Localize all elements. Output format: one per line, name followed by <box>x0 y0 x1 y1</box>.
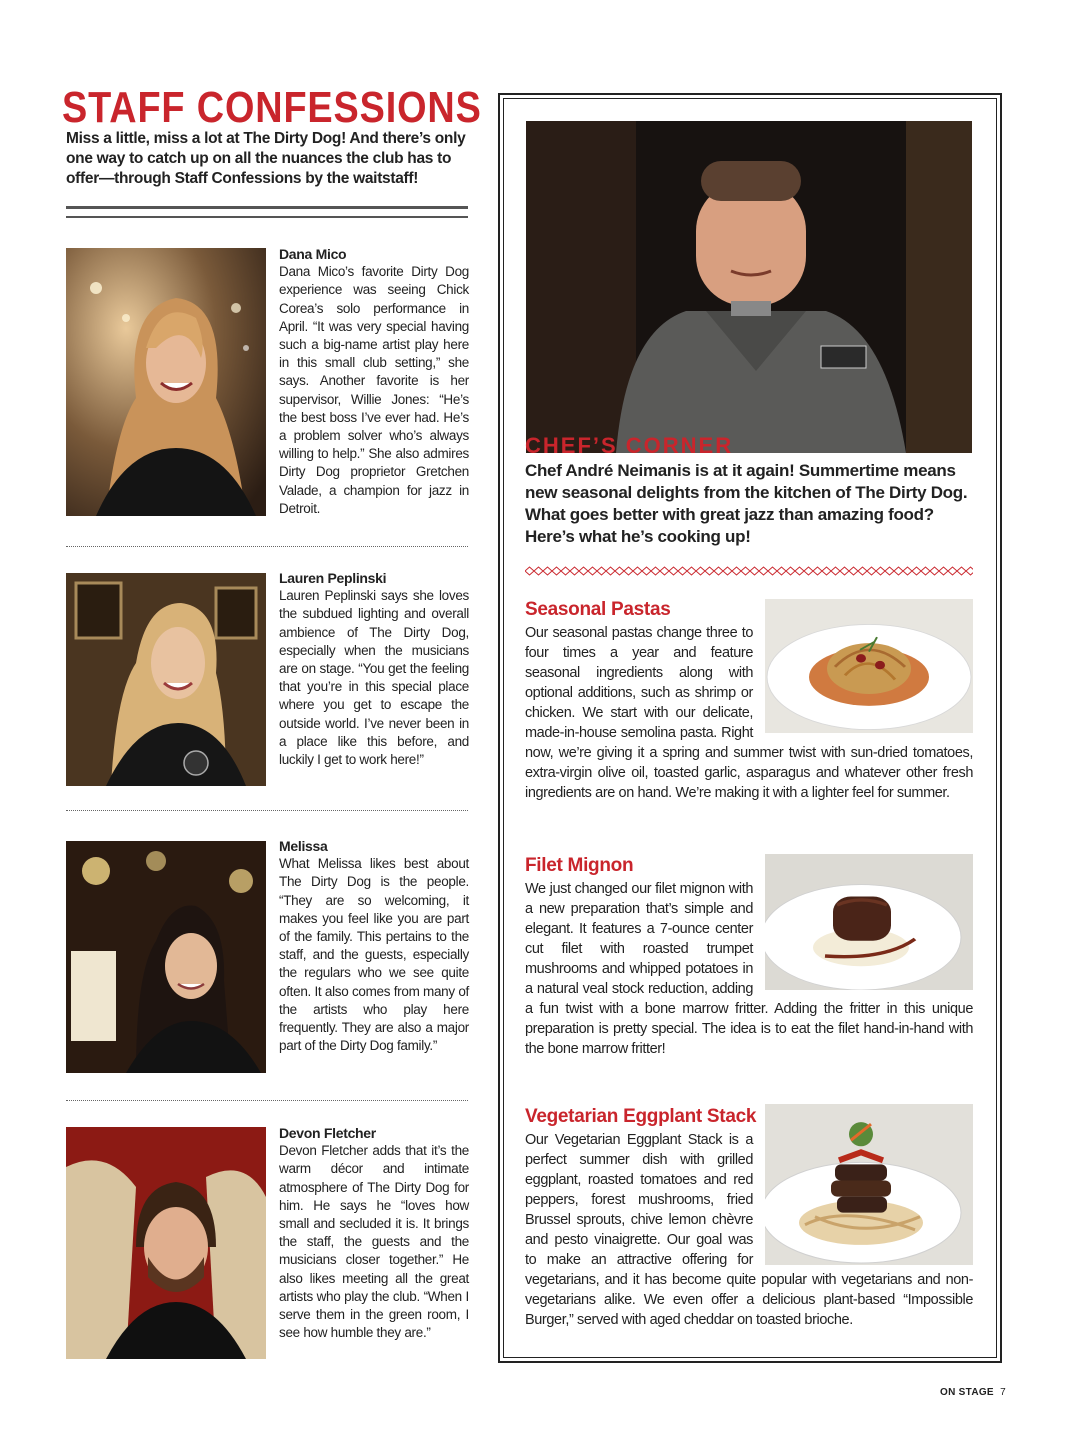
page-number: 7 <box>1000 1387 1006 1398</box>
entry-divider <box>66 810 468 811</box>
staff-entry-dana-mico <box>279 245 469 518</box>
devon-fletcher-photo <box>66 1127 266 1359</box>
staff-name: Lauren Peplinski <box>279 570 387 586</box>
dish-description: Our seasonal pastas change three to four times a year and feature seasonal ingredients along with optional additions, such as shrimp or chicken. We start with our delicate, made-in-house semolina pasta. Right now, we’re giving it a spring and summer twist with sun-dried tomatoes, extra-virgin olive oil, toasted garlic, asparagus and whatever other fresh ingredients are on hand. We’re making it with a lighter feel for summer. <box>525 625 973 801</box>
staff-entry-melissa <box>279 837 469 1055</box>
chef-intro-text: Chef André Neimanis is at it again! Summertime means new seasonal delights from the kitchen of The Dirty Dog. What goes better with great jazz than amazing food? Here’s what he’s cooking up! <box>525 461 968 546</box>
staff-entry-lauren-peplinski <box>279 569 469 769</box>
section-title-chefs-corner: CHEF’S CORNER <box>525 433 734 458</box>
melissa-photo <box>66 841 266 1073</box>
diamond-divider <box>525 566 973 576</box>
dana-mico-photo <box>66 248 266 516</box>
chef-andre-neimanis-photo <box>526 121 972 453</box>
section-title-staff-confessions: STAFF CONFESSIONS <box>62 83 482 132</box>
staff-text: Dana Mico’s favorite Dirty Dog experience was seeing Chick Corea’s solo performance in April. “It was very special having such a big-name artist play here in this small club setting,” she says. Another favorite is her supervisor, Willie Jones: “He’s the best boss I’ve ever had. He’s a problem solver who’s always willing to help.” She also admires Dirty Dog proprietor Gretchen Valade, a champion for jazz in Detroit. <box>279 264 469 516</box>
staff-text: Devon Fletcher adds that it’s the warm décor and intimate atmosphere of The Dirty Dog for him. He says he “loves how small and secluded it is. It brings the staff, the guests and the musicians closer together.” He also likes meeting all the great artists who play the club. “When I serve them in the green room, I see how humble they are.” <box>279 1143 469 1341</box>
filet-mignon-photo <box>765 854 973 990</box>
staff-text: Lauren Peplinski says she loves the subdued lighting and overall ambience of The Dirty Dog, especially when the musicians are on stage. “You get the feeling that you’re in this special place where you get to escape the outside world. I’ve never been in a place like this before, and luckily I get to work here!” <box>279 588 469 768</box>
dish-text-seasonal-pastas <box>525 623 973 803</box>
dish-title-seasonal-pastas: Seasonal Pastas <box>525 599 671 620</box>
dish-title-filet-mignon: Filet Mignon <box>525 855 634 876</box>
dish-description: We just changed our filet mignon with a new preparation that’s simple and elegant. It features a 7-ounce center cut filet with roasted trumpet mushrooms and whipped potatoes in a natural veal stock reduction, adding a fun twist with a bone marrow fritter. Adding the fritter in this unique preparation is pretty special. The idea is to eat the filet hand-in-hand with the bone marrow fritter! <box>525 881 973 1057</box>
dish-description: Our Vegetarian Eggplant Stack is a perfect summer dish with grilled eggplant, roasted tomatoes and red peppers, forest mushrooms, fried Brussel sprouts, chive lemon chèvre and pesto vinaigrette. Our goal was to make an attractive offering for vegetarians, and it has become quite popular with vegetarians and non-vegetarians alike. We even offer a delicious plant-based “Impossible Burger,” served with aged cheddar on toasted brioche. <box>525 1132 973 1328</box>
staff-name: Melissa <box>279 838 328 854</box>
staff-name: Dana Mico <box>279 246 347 262</box>
vegetarian-eggplant-stack-photo <box>765 1104 973 1265</box>
staff-text: What Melissa likes best about The Dirty Dog is the people. “They are so welcoming, it makes you feel like you are part of the family. This pertains to the staff, and the guests, especially the regulars who we see quite often. It also comes from many of the artists who play here frequently. They are also a major part of the Dirty Dog family.” <box>279 856 469 1054</box>
staff-intro-text: Miss a little, miss a lot at The Dirty Dog! And there’s only one way to catch up on all the nuances the club has to offer—through Staff Confessions by the waitstaff! <box>66 130 466 187</box>
dish-title-vegetarian-eggplant-stack: Vegetarian Eggplant Stack <box>525 1106 757 1127</box>
staff-entry-devon-fletcher <box>279 1124 469 1342</box>
staff-name: Devon Fletcher <box>279 1125 376 1141</box>
dish-text-vegetarian-eggplant-stack <box>525 1130 973 1330</box>
entry-divider <box>66 1100 468 1101</box>
page-footer <box>940 1387 1006 1398</box>
footer-section-name: ON STAGE <box>940 1387 994 1398</box>
section-divider <box>66 206 468 218</box>
seasonal-pastas-photo <box>765 599 973 733</box>
lauren-peplinski-photo <box>66 573 266 786</box>
dish-text-filet-mignon <box>525 879 973 1059</box>
entry-divider <box>66 546 468 547</box>
